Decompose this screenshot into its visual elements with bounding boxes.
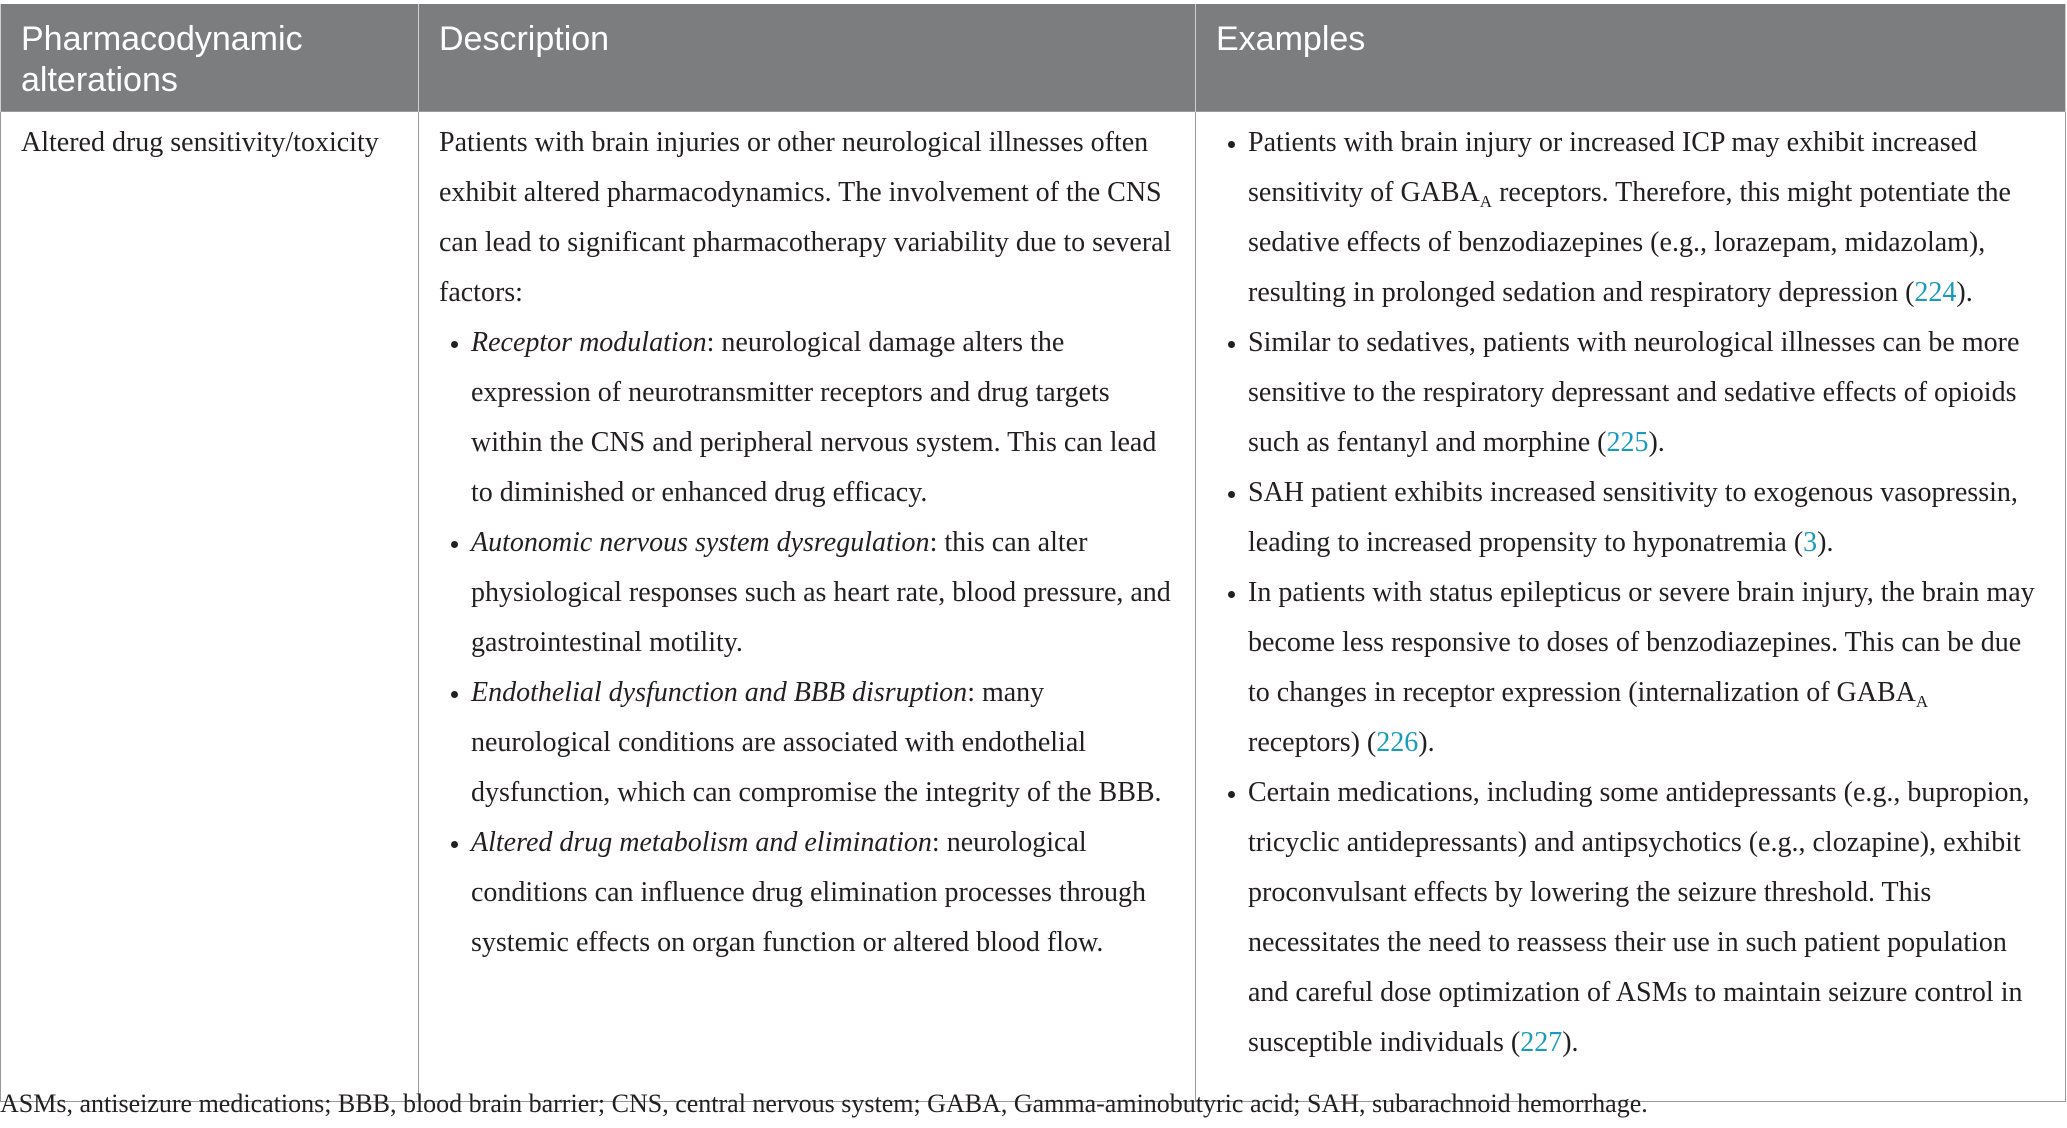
factor-text: : many neurological conditions are associated with endothelial dysfunction, which can compromise the integrity of the BBB. — [471, 677, 1162, 808]
header-description: Description — [419, 4, 1196, 112]
example-text: ). — [1817, 527, 1834, 558]
header-alterations: Pharmacodynamic alterations — [1, 4, 419, 112]
example-text: receptors. Therefore, this might potentiate the sedative effects of benzodiazepines (e.g., lorazepam, midazolam), resulting in prolonged sedation and respiratory depression ( — [1248, 177, 2011, 308]
list-item — [471, 818, 1175, 968]
example-text: ). — [1418, 727, 1435, 758]
header-examples: Examples — [1196, 4, 2066, 112]
example-text: ). — [1956, 277, 1973, 308]
factor-term: Receptor modulation — [471, 327, 707, 358]
list-item — [471, 518, 1175, 668]
factor-text: : neurological damage alters the expression of neurotransmitter receptors and drug targets within the CNS and peripheral nervous system. This can lead to diminished or enhanced drug efficacy. — [471, 327, 1157, 508]
factor-text: : this can alter physiological responses such as heart rate, blood pressure, and gastrointestinal motility. — [471, 527, 1171, 658]
factor-text: : neurological conditions can influence drug elimination processes through systemic effects on organ function or altered blood flow. — [471, 827, 1146, 958]
list-item — [1248, 468, 2045, 568]
example-text: SAH patient exhibits increased sensitivity to exogenous vasopressin, leading to increased propensity to hyponatremia ( — [1248, 477, 2018, 558]
example-text: ). — [1562, 1027, 1579, 1058]
reference-link[interactable]: 3 — [1803, 527, 1818, 558]
example-text: Certain medications, including some antidepressants (e.g., bupropion, tricyclic antidepressants) and antipsychotics (e.g., clozapine), exhibit proconvulsant effects by lowering the seizure threshold. This necessitates the need to reassess their use in such patient population and careful dose optimization of ASMs to maintain seizure control in susceptible individuals ( — [1248, 777, 2030, 1058]
examples-list — [1216, 118, 2045, 1068]
example-text: ). — [1648, 427, 1665, 458]
example-text: receptors) ( — [1248, 727, 1377, 758]
table-row — [1, 112, 2066, 1102]
pharmacodynamics-table — [0, 4, 2066, 1102]
alteration-cell — [1, 112, 419, 1102]
list-item — [1248, 118, 2045, 318]
factor-term: Autonomic nervous system dysregulation — [471, 527, 930, 558]
reference-link[interactable]: 225 — [1606, 427, 1649, 458]
list-item — [1248, 568, 2045, 768]
table-footnote: ASMs, antiseizure medications; BBB, blood brain barrier; CNS, central nervous system; GABA, Gamma-aminobutyric acid; SAH, subarachnoid hemorrhage. — [0, 1089, 1648, 1118]
description-intro: Patients with brain injuries or other neurological illnesses often exhibit altered pharmacodynamics. The involvement of the CNS can lead to significant pharmacotherapy variability due to several factors: — [439, 127, 1172, 308]
header-row — [1, 4, 2066, 112]
description-list — [439, 318, 1175, 968]
list-item — [1248, 318, 2045, 468]
example-text: Similar to sedatives, patients with neurological illnesses can be more sensitive to the respiratory depressant and sedative effects of opioids such as fentanyl and morphine ( — [1248, 327, 2020, 458]
factor-term: Altered drug metabolism and elimination — [471, 827, 932, 858]
alteration-text: Altered drug sensitivity/toxicity — [21, 127, 379, 158]
subscript: A — [1479, 192, 1493, 211]
factor-term: Endothelial dysfunction and BBB disruption — [471, 677, 968, 708]
description-cell — [419, 112, 1196, 1102]
list-item — [1248, 768, 2045, 1068]
example-text: In patients with status epilepticus or severe brain injury, the brain may become less responsive to doses of benzodiazepines. This can be due to changes in receptor expression (internalization of GABA — [1248, 577, 2035, 708]
subscript: A — [1915, 692, 1929, 711]
reference-link[interactable]: 227 — [1520, 1027, 1563, 1058]
example-text: Patients with brain injury or increased ICP may exhibit increased sensitivity of GABA — [1248, 127, 1978, 208]
list-item — [471, 668, 1175, 818]
reference-link[interactable]: 226 — [1376, 727, 1419, 758]
examples-cell — [1196, 112, 2066, 1102]
reference-link[interactable]: 224 — [1914, 277, 1957, 308]
list-item — [471, 318, 1175, 518]
